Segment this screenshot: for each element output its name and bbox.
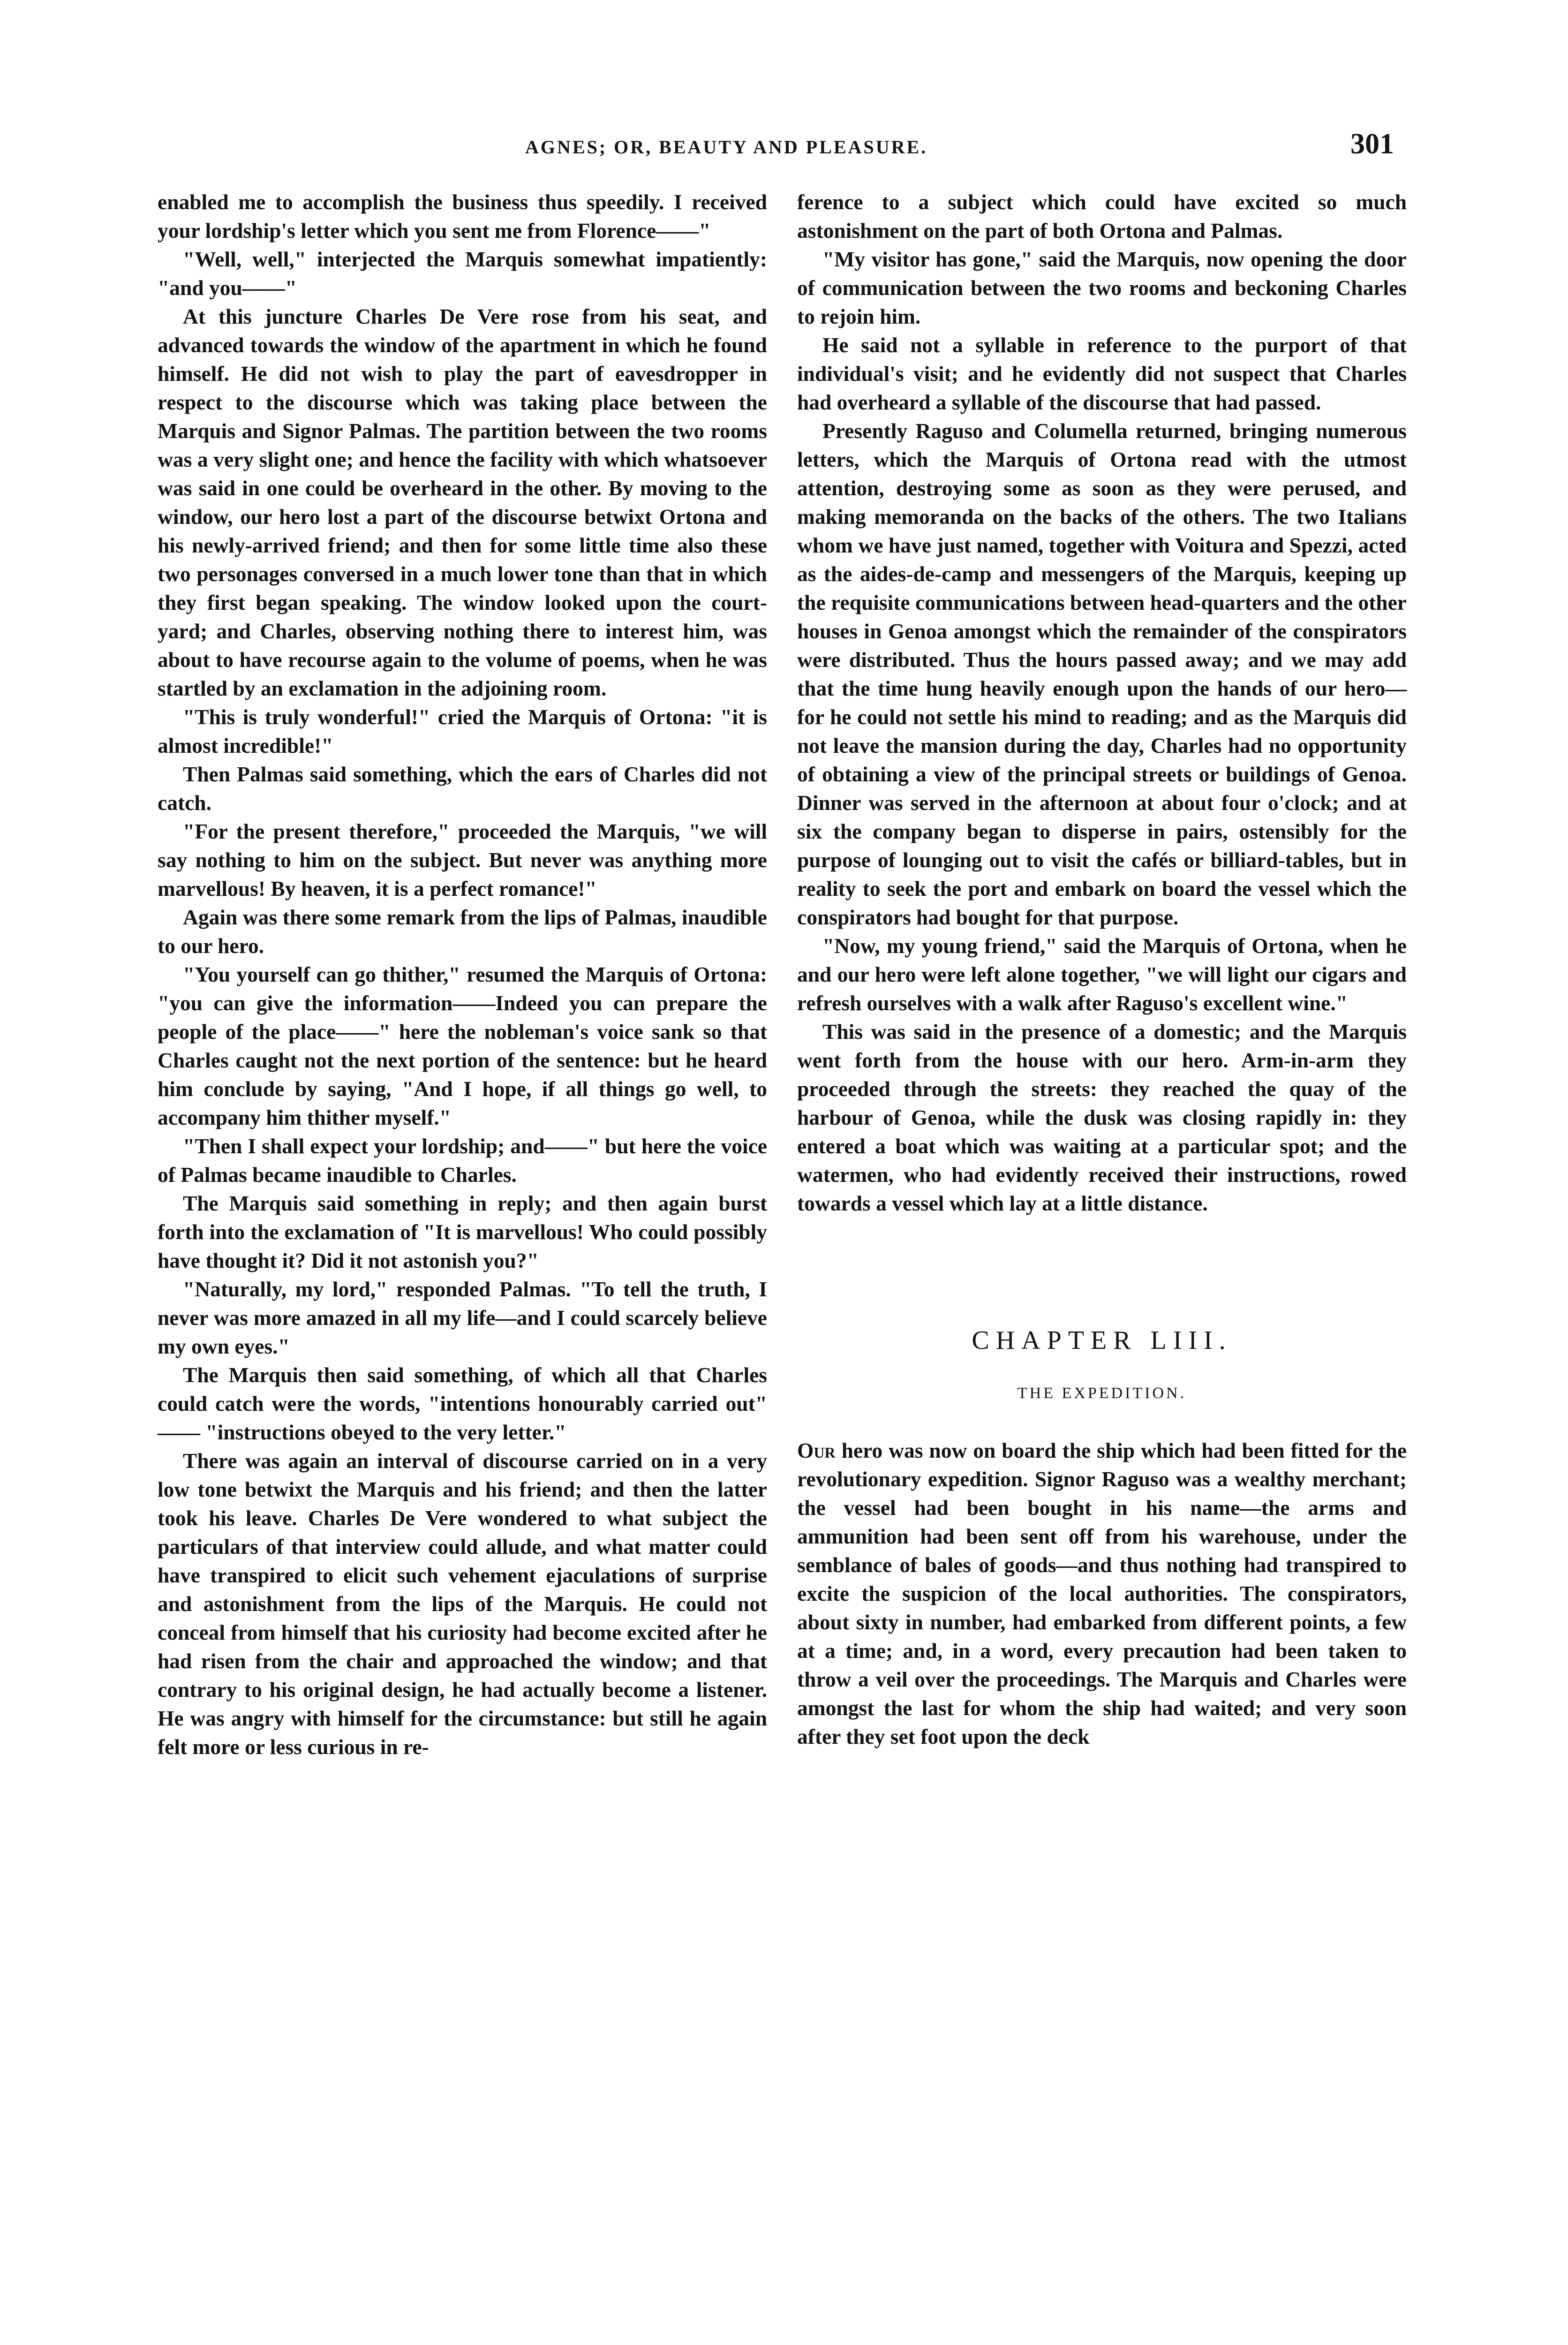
paragraph: "Naturally, my lord," responded Palmas. "To tell the truth, I never was more amazed in all my life—and I could scarcely believe my own eyes."	[158, 1277, 767, 1358]
paragraph: "My visitor has gone," said the Marquis, now opening the door of communication between the two rooms and beckoning Charles to rejoin him.	[797, 247, 1407, 328]
paragraph: "Well, well," interjected the Marquis somewhat impatiently: "and you——"	[158, 247, 767, 300]
paragraph: Again was there some remark from the lips of Palmas, inaudible to our hero.	[158, 905, 767, 958]
paragraph: "You yourself can go thither," resumed the Marquis of Ortona: "you can give the information——Indeed you can prepare the people of the place——" here the nobleman's voice sank so that Charles caught not the next portion of the sentence: but he heard him conclude by saying, "And I hope, if all things go well, to accompany him thither myself."	[158, 962, 767, 1129]
chapter-subtitle: THE EXPEDITION.	[1017, 1384, 1187, 1402]
paragraph: There was again an interval of discourse carried on in a very low tone betwixt the Marquis and his friend; and then the latter took his leave. Charles De Vere wondered to what subject the particulars of that interview could allude, and what matter could have transpired to elicit such vehement ejaculations of surprise and astonishment from the lips of the Marquis. He could not conceal from himself that his curiosity had become excited after he had risen from the chair and approached the window; and that contrary to his original design, he had actually become a listener. He was angry with himself for the circumstance: but still he again felt more or less curious in re-	[158, 1449, 767, 1759]
chapter-title: CHAPTER LIII.	[972, 1326, 1232, 1355]
paragraph: At this juncture Charles De Vere rose from his seat, and advanced towards the window of the apartment in which he found himself. He did not wish to play the part of eavesdropper in respect to the discourse which was taking place between the Marquis and Signor Palmas. The partition between the two rooms was a very slight one; and hence the facility with which whatsoever was said in one could be overheard in the other. By moving to the window, our hero lost a part of the discourse betwixt Ortona and his newly-arrived friend; and then for some little time also these two personages conversed in a much lower tone than that in which they first began speaking. The window looked upon the court-yard; and Charles, observing nothing there to interest him, was about to have recourse again to the volume of poems, when he was startled by an exclamation in the adjoining room.	[158, 304, 767, 700]
page-number: 301	[1350, 128, 1394, 160]
paragraph: "This is truly wonderful!" cried the Marquis of Ortona: "it is almost incredible!"	[158, 705, 767, 757]
paragraph: He said not a syllable in reference to the purport of that individual's visit; and he evidently did not suspect that Charles had overheard a syllable of the discourse that had passed.	[797, 333, 1407, 414]
right-column	[797, 188, 1407, 1751]
paragraph: The Marquis said something in reply; and then again burst forth into the exclamation of "It is marvellous! Who could possibly have thought it? Did it not astonish you?"	[158, 1191, 767, 1272]
paragraph: ference to a subject which could have excited so much astonishment on the part of both Ortona and Palmas.	[797, 190, 1407, 242]
left-column	[158, 188, 767, 1761]
chapter-first-paragraph-text: hero was now on board the ship which had been fitted for the revolutionary expedition. Signor Raguso was a wealthy merchant; the vessel had been bought in his name—the arms and ammunition had been sent off from his warehouse, under the semblance of bales of goods—and thus nothing had transpired to excite the suspicion of the local authorities. The conspirators, about sixty in number, had embarked from different points, a few at a time; and, in a word, every precaution had been taken to throw a veil over the proceedings. The Marquis and Charles were amongst the last for whom the ship had waited; and very soon after they set foot upon the deck	[797, 1438, 1407, 1748]
paragraph: This was said in the presence of a domestic; and the Marquis went forth from the house with our hero. Arm-in-arm they proceeded through the streets: they reached the quay of the harbour of Genoa, while the dusk was closing rapidly in: they entered a boat which was waiting at a particular spot; and the watermen, who had evidently received their instructions, rowed towards a vessel which lay at a little distance.	[797, 1020, 1407, 1215]
chapter-first-paragraph	[797, 1436, 1407, 1751]
paragraph: Then Palmas said something, which the ears of Charles did not catch.	[158, 762, 767, 815]
paragraph: "For the present therefore," proceeded the Marquis, "we will say nothing to him on the subject. But never was anything more marvellous! By heaven, it is a perfect romance!"	[158, 819, 767, 900]
paragraph: enabled me to accomplish the business thus speedily. I received your lordship's letter which you sent me from Florence——"	[158, 190, 767, 242]
chapter-first-word: Our	[797, 1438, 836, 1462]
paragraph: The Marquis then said something, of which all that Charles could catch were the words, "intentions honourably carried out" —— "instructions obeyed to the very letter."	[158, 1363, 767, 1444]
paragraph: Presently Raguso and Columella returned, bringing numerous letters, which the Marquis of Ortona read with the utmost attention, destroying some as soon as they were perused, and making memoranda on the backs of the others. The two Italians whom we have just named, together with Voitura and Spezzi, acted as the aides-de-camp and messengers of the Marquis, keeping up the requisite communications between head-quarters and the other houses in Genoa amongst which the remainder of the conspirators were distributed. Thus the hours passed away; and we may add that the time hung heavily enough upon the hands of our hero—for he could not settle his mind to reading; and as the Marquis did not leave the mansion during the day, Charles had no opportunity of obtaining a view of the principal streets or buildings of Genoa. Dinner was served in the afternoon at about four o'clock; and at six the company began to disperse in pairs, ostensibly for the purpose of lounging out to visit the cafés or billiard-tables, but in reality to seek the port and embark on board the vessel which the conspirators had bought for that purpose.	[797, 419, 1407, 929]
paragraph: "Now, my young friend," said the Marquis of Ortona, when he and our hero were left alone together, "we will light our cigars and refresh ourselves with a walk after Raguso's excellent wine."	[797, 934, 1407, 1015]
paragraph: "Then I shall expect your lordship; and——" but here the voice of Palmas became inaudible to Charles.	[158, 1134, 767, 1187]
running-head: AGNES; OR, BEAUTY AND PLEASURE.	[525, 136, 928, 158]
